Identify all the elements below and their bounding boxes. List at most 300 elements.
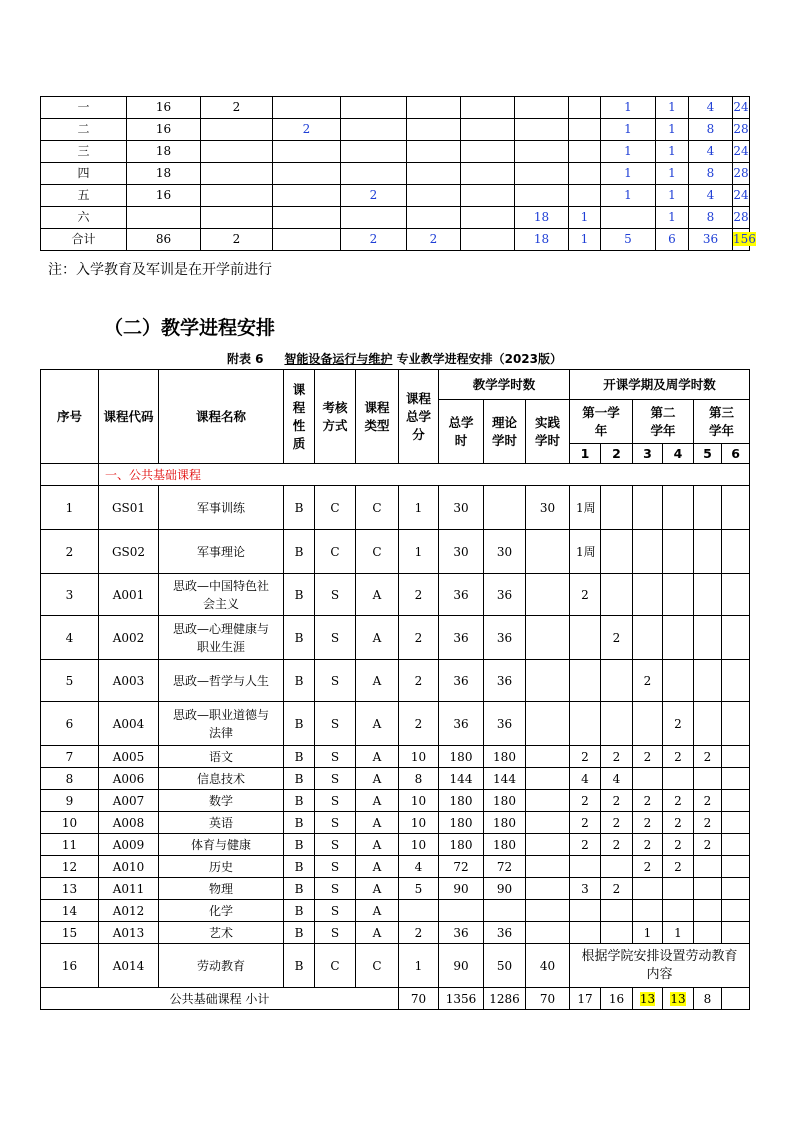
subtotal-cell-t4: [663, 988, 694, 1010]
labor-cell-practice: 40: [526, 944, 570, 988]
week-cell-text: 6: [668, 232, 676, 246]
header-schedule: 开课学期及周学时数: [570, 370, 750, 400]
course-cell-exam: S: [315, 856, 356, 878]
course-cell-t3: [633, 878, 663, 900]
week-cell-text: 18: [155, 166, 172, 180]
course-cell-t6: [722, 768, 750, 790]
course-cell-code: A009: [99, 834, 159, 856]
course-cell-type: A: [356, 834, 399, 856]
course-cell-t3: [633, 574, 663, 616]
week-cell-text: 18: [533, 210, 550, 224]
course-cell-t4: 2: [663, 812, 694, 834]
course-cell-t6: [722, 616, 750, 660]
week-cell: [341, 119, 407, 141]
week-cell: [41, 163, 127, 185]
course-cell-type: A: [356, 660, 399, 702]
week-cell: [461, 141, 515, 163]
course-row: [41, 834, 750, 856]
teaching-plan-table: [40, 369, 750, 1010]
course-cell-total: 36: [439, 702, 484, 746]
course-cell-exam: S: [315, 922, 356, 944]
course-cell-t2: [601, 660, 633, 702]
course-row: [41, 660, 750, 702]
course-cell-code: A006: [99, 768, 159, 790]
week-cell-text: 5: [624, 232, 632, 246]
course-cell-nature: B: [284, 812, 315, 834]
week-cell: [201, 141, 273, 163]
course-cell-t2: [601, 856, 633, 878]
week-cell: [41, 207, 127, 229]
course-cell-exam: S: [315, 834, 356, 856]
week-cell: [733, 229, 756, 251]
week-cell: [733, 207, 750, 229]
course-cell-name: 军事理论: [159, 530, 284, 574]
course-cell-theory: 36: [484, 702, 526, 746]
week-cell: [273, 163, 341, 185]
course-cell-name: 军事训练: [159, 486, 284, 530]
note: 注：入学教育及军训是在开学前进行: [48, 262, 272, 278]
caption-major: 智能设备运行与维护: [284, 352, 393, 366]
week-row: [41, 141, 750, 163]
course-cell-nature: B: [284, 530, 315, 574]
course-cell-no: 2: [41, 530, 99, 574]
course-cell-name: 物理: [159, 878, 284, 900]
course-cell-t3: 2: [633, 660, 663, 702]
week-cell: [601, 119, 656, 141]
labor-cell-code: A014: [99, 944, 159, 988]
subtotal-value: 1286: [489, 991, 520, 1006]
course-cell-nature: B: [284, 660, 315, 702]
course-cell-type: A: [356, 900, 399, 922]
course-cell-t2: [601, 900, 633, 922]
course-cell-t1: [570, 900, 601, 922]
course-cell-exam: S: [315, 790, 356, 812]
course-cell-t4: [663, 616, 694, 660]
course-cell-nature: B: [284, 900, 315, 922]
course-cell-no: 7: [41, 746, 99, 768]
caption-suffix: 专业教学进程安排（2023版）: [396, 352, 563, 366]
week-cell-text: 4: [706, 100, 715, 114]
course-cell-practice: [526, 616, 570, 660]
week-cell: [569, 185, 601, 207]
course-cell-theory: [484, 900, 526, 922]
week-cell: [273, 229, 341, 251]
course-cell-type: A: [356, 856, 399, 878]
course-cell-credit: [399, 900, 439, 922]
course-cell-no: 9: [41, 790, 99, 812]
week-cell-text: 28: [733, 122, 749, 136]
week-cell-text: 36: [702, 232, 719, 246]
course-cell-nature: B: [284, 768, 315, 790]
week-cell: [127, 119, 201, 141]
course-cell-t5: [694, 856, 722, 878]
week-cell: [273, 141, 341, 163]
week-cell-text: 1: [668, 210, 676, 224]
course-cell-practice: [526, 856, 570, 878]
week-cell: [41, 229, 127, 251]
week-row: [41, 185, 750, 207]
course-cell-t6: [722, 530, 750, 574]
course-cell-t1: 1周: [570, 530, 601, 574]
week-row: [41, 207, 750, 229]
header-code: 课程代码: [99, 370, 159, 464]
course-cell-exam: S: [315, 702, 356, 746]
course-cell-t3: [633, 530, 663, 574]
course-row-labor: [41, 944, 750, 988]
course-cell-type: A: [356, 878, 399, 900]
course-cell-exam: S: [315, 878, 356, 900]
course-cell-t5: [694, 660, 722, 702]
course-cell-exam: S: [315, 746, 356, 768]
subtotal-value: 16: [608, 991, 625, 1006]
course-cell-code: GS02: [99, 530, 159, 574]
course-cell-t4: [663, 486, 694, 530]
course-cell-nature: B: [284, 856, 315, 878]
course-cell-nature: B: [284, 790, 315, 812]
subtotal-cell-t2: [601, 988, 633, 1010]
subtotal-cell-theory: [484, 988, 526, 1010]
week-cell: [201, 163, 273, 185]
course-cell-total: 36: [439, 616, 484, 660]
subtotal-value: 13: [639, 991, 656, 1006]
week-cell: [407, 185, 461, 207]
course-cell-practice: [526, 574, 570, 616]
week-cell-text: 2: [302, 122, 311, 136]
course-row: [41, 702, 750, 746]
course-cell-theory: 144: [484, 768, 526, 790]
course-cell-total: 30: [439, 486, 484, 530]
course-cell-type: A: [356, 922, 399, 944]
subtotal-label: 公共基础课程 小计: [41, 988, 399, 1010]
week-cell: [341, 163, 407, 185]
course-cell-t4: [663, 574, 694, 616]
course-cell-code: A002: [99, 616, 159, 660]
course-cell-t1: 2: [570, 834, 601, 856]
week-cell-text: 1: [580, 232, 589, 246]
labor-cell-nature: B: [284, 944, 315, 988]
course-cell-code: GS01: [99, 486, 159, 530]
week-cell-text: 156: [733, 232, 756, 246]
course-cell-nature: B: [284, 616, 315, 660]
course-cell-t2: [601, 574, 633, 616]
course-cell-t5: [694, 878, 722, 900]
course-cell-t3: 2: [633, 856, 663, 878]
labor-cell-credit: 1: [399, 944, 439, 988]
week-cell-text: 1: [624, 100, 632, 114]
course-cell-credit: 2: [399, 574, 439, 616]
week-cell: [569, 119, 601, 141]
course-cell-t3: [633, 702, 663, 746]
course-cell-t5: [694, 922, 722, 944]
course-cell-t2: 2: [601, 812, 633, 834]
course-cell-t6: [722, 878, 750, 900]
course-cell-credit: 2: [399, 922, 439, 944]
course-cell-name: 思政—哲学与人生: [159, 660, 284, 702]
course-cell-t1: 2: [570, 746, 601, 768]
course-cell-practice: [526, 746, 570, 768]
course-cell-theory: 36: [484, 922, 526, 944]
course-cell-t2: 4: [601, 768, 633, 790]
week-cell: [41, 119, 127, 141]
course-cell-code: A007: [99, 790, 159, 812]
week-cell-text: 2: [369, 232, 378, 246]
week-cell: [407, 141, 461, 163]
course-cell-code: A005: [99, 746, 159, 768]
course-cell-no: 14: [41, 900, 99, 922]
labor-cell-type: C: [356, 944, 399, 988]
header-practice-hours: 实践学时: [526, 400, 570, 464]
week-cell-text: 16: [155, 100, 172, 114]
subtotal-value: 70: [410, 991, 427, 1006]
week-row: [41, 163, 750, 185]
subtotal-cell-total: [439, 988, 484, 1010]
header-type: 课程类型: [356, 370, 399, 464]
week-cell: [407, 229, 461, 251]
course-row: [41, 922, 750, 944]
course-cell-nature: B: [284, 574, 315, 616]
subtotal-cell-t3: [633, 988, 663, 1010]
course-cell-practice: [526, 834, 570, 856]
week-cell-text: 1: [624, 188, 632, 202]
course-cell-t4: [663, 878, 694, 900]
course-cell-code: A011: [99, 878, 159, 900]
course-cell-total: 36: [439, 574, 484, 616]
course-cell-practice: [526, 922, 570, 944]
course-cell-theory: 36: [484, 616, 526, 660]
course-cell-type: A: [356, 574, 399, 616]
labor-cell-total: 90: [439, 944, 484, 988]
week-cell-text: 2: [232, 232, 241, 246]
week-cell: [127, 229, 201, 251]
subtotal-cell-t1: [570, 988, 601, 1010]
week-cell-text: 8: [706, 166, 715, 180]
course-cell-t3: 2: [633, 790, 663, 812]
course-cell-type: A: [356, 746, 399, 768]
week-cell: [201, 185, 273, 207]
course-cell-exam: C: [315, 486, 356, 530]
week-cell: [201, 229, 273, 251]
week-cell-text: 1: [668, 166, 676, 180]
week-cell-text: 28: [733, 166, 749, 180]
course-cell-t2: 2: [601, 746, 633, 768]
course-cell-t5: 2: [694, 834, 722, 856]
week-cell: [689, 207, 733, 229]
week-cell-text: 8: [706, 122, 715, 136]
course-cell-total: 144: [439, 768, 484, 790]
course-cell-t5: [694, 530, 722, 574]
course-row: [41, 486, 750, 530]
course-cell-t6: [722, 574, 750, 616]
course-cell-theory: 36: [484, 574, 526, 616]
course-cell-credit: 10: [399, 746, 439, 768]
week-cell: [461, 229, 515, 251]
week-cell: [127, 97, 201, 119]
course-cell-type: A: [356, 616, 399, 660]
header-term-6: 6: [722, 444, 750, 464]
course-cell-t6: [722, 486, 750, 530]
header-term-5: 5: [694, 444, 722, 464]
course-cell-practice: [526, 702, 570, 746]
course-cell-theory: 36: [484, 660, 526, 702]
course-cell-t1: [570, 856, 601, 878]
header-year2: 第二学年: [633, 400, 694, 444]
header-year1: 第一学年: [570, 400, 633, 444]
course-cell-t5: [694, 574, 722, 616]
course-cell-t2: 2: [601, 790, 633, 812]
course-cell-no: 3: [41, 574, 99, 616]
week-cell: [569, 229, 601, 251]
course-cell-no: 8: [41, 768, 99, 790]
section-title: （二）教学进程安排: [104, 317, 276, 339]
header-hours: 教学学时数: [439, 370, 570, 400]
week-cell: [127, 207, 201, 229]
week-cell-text: 1: [624, 166, 632, 180]
week-cell: [201, 207, 273, 229]
course-cell-name: 历史: [159, 856, 284, 878]
course-cell-exam: S: [315, 812, 356, 834]
course-cell-name: 思政—中国特色社会主义: [159, 574, 284, 616]
week-cell: [407, 97, 461, 119]
week-cell: [656, 163, 689, 185]
course-cell-credit: 2: [399, 660, 439, 702]
course-cell-t4: [663, 768, 694, 790]
week-cell: [41, 185, 127, 207]
course-row: [41, 530, 750, 574]
course-cell-t3: 2: [633, 834, 663, 856]
week-cell: [515, 141, 569, 163]
course-cell-t2: 2: [601, 878, 633, 900]
course-cell-t1: 2: [570, 790, 601, 812]
course-cell-t4: [663, 530, 694, 574]
week-cell: [601, 163, 656, 185]
week-cell-text: 4: [706, 144, 715, 158]
course-cell-t4: 1: [663, 922, 694, 944]
course-cell-t4: [663, 660, 694, 702]
course-cell-credit: 2: [399, 702, 439, 746]
week-cell: [601, 185, 656, 207]
course-row: [41, 616, 750, 660]
week-row: [41, 229, 750, 251]
week-cell: [41, 97, 127, 119]
course-cell-practice: [526, 878, 570, 900]
week-cell-text: 1: [580, 210, 589, 224]
week-cell: [461, 207, 515, 229]
week-cell-text: 1: [624, 144, 632, 158]
course-cell-total: [439, 900, 484, 922]
course-cell-t2: 2: [601, 616, 633, 660]
course-cell-no: 12: [41, 856, 99, 878]
course-cell-practice: [526, 660, 570, 702]
course-cell-practice: [526, 530, 570, 574]
course-cell-t4: 2: [663, 790, 694, 812]
subtotal-cell-t5: [694, 988, 722, 1010]
course-cell-credit: 10: [399, 790, 439, 812]
course-cell-t1: 2: [570, 574, 601, 616]
week-cell: [601, 141, 656, 163]
course-cell-practice: 30: [526, 486, 570, 530]
course-cell-code: A010: [99, 856, 159, 878]
week-cell-text: 16: [155, 122, 172, 136]
course-cell-theory: 180: [484, 812, 526, 834]
week-cell: [127, 163, 201, 185]
labor-cell-theory: 50: [484, 944, 526, 988]
week-cell: [689, 185, 733, 207]
week-cell: [689, 163, 733, 185]
course-cell-nature: B: [284, 922, 315, 944]
course-cell-total: 30: [439, 530, 484, 574]
week-cell-text: 8: [706, 210, 715, 224]
week-cell: [127, 185, 201, 207]
course-cell-total: 90: [439, 878, 484, 900]
week-cell: [201, 119, 273, 141]
course-cell-type: C: [356, 486, 399, 530]
course-row: [41, 768, 750, 790]
header-exam: 考核方式: [315, 370, 356, 464]
course-cell-practice: [526, 768, 570, 790]
course-cell-code: A013: [99, 922, 159, 944]
week-cell: [569, 163, 601, 185]
header-nature: 课程性质: [284, 370, 315, 464]
course-cell-nature: B: [284, 878, 315, 900]
week-cell: [341, 207, 407, 229]
week-cell-text: 二: [77, 122, 90, 136]
course-cell-t5: [694, 616, 722, 660]
week-cell: [601, 97, 656, 119]
course-cell-nature: B: [284, 486, 315, 530]
header-name: 课程名称: [159, 370, 284, 464]
course-cell-theory: [484, 486, 526, 530]
week-cell: [733, 119, 750, 141]
course-row: [41, 746, 750, 768]
week-cell-text: 1: [668, 122, 676, 136]
course-cell-total: 180: [439, 790, 484, 812]
course-row: [41, 856, 750, 878]
course-cell-exam: C: [315, 530, 356, 574]
week-cell-text: 合计: [71, 232, 96, 246]
course-cell-t6: [722, 746, 750, 768]
week-cell: [515, 97, 569, 119]
course-cell-name: 思政—职业道德与法律: [159, 702, 284, 746]
course-cell-t5: [694, 486, 722, 530]
course-cell-exam: S: [315, 900, 356, 922]
course-cell-exam: S: [315, 616, 356, 660]
course-row: [41, 790, 750, 812]
course-cell-no: 15: [41, 922, 99, 944]
subtotal-value: 13: [670, 991, 686, 1006]
subtotal-value: 1356: [445, 991, 477, 1006]
course-cell-nature: B: [284, 746, 315, 768]
course-cell-no: 5: [41, 660, 99, 702]
week-cell: [407, 163, 461, 185]
course-cell-credit: 10: [399, 812, 439, 834]
week-cell: [273, 207, 341, 229]
header-term-4: 4: [663, 444, 694, 464]
course-cell-t4: 2: [663, 746, 694, 768]
week-cell-text: 2: [232, 100, 241, 114]
week-cell: [689, 141, 733, 163]
caption-prefix: 附表 6: [226, 352, 264, 366]
course-cell-t6: [722, 660, 750, 702]
course-cell-t5: 2: [694, 790, 722, 812]
header-term-3: 3: [633, 444, 663, 464]
week-cell-text: 1: [624, 122, 632, 136]
course-cell-name: 英语: [159, 812, 284, 834]
week-cell-text: 四: [77, 166, 90, 180]
course-cell-type: A: [356, 812, 399, 834]
week-allocation-table: [40, 96, 756, 251]
course-cell-nature: B: [284, 702, 315, 746]
week-row: [41, 119, 750, 141]
